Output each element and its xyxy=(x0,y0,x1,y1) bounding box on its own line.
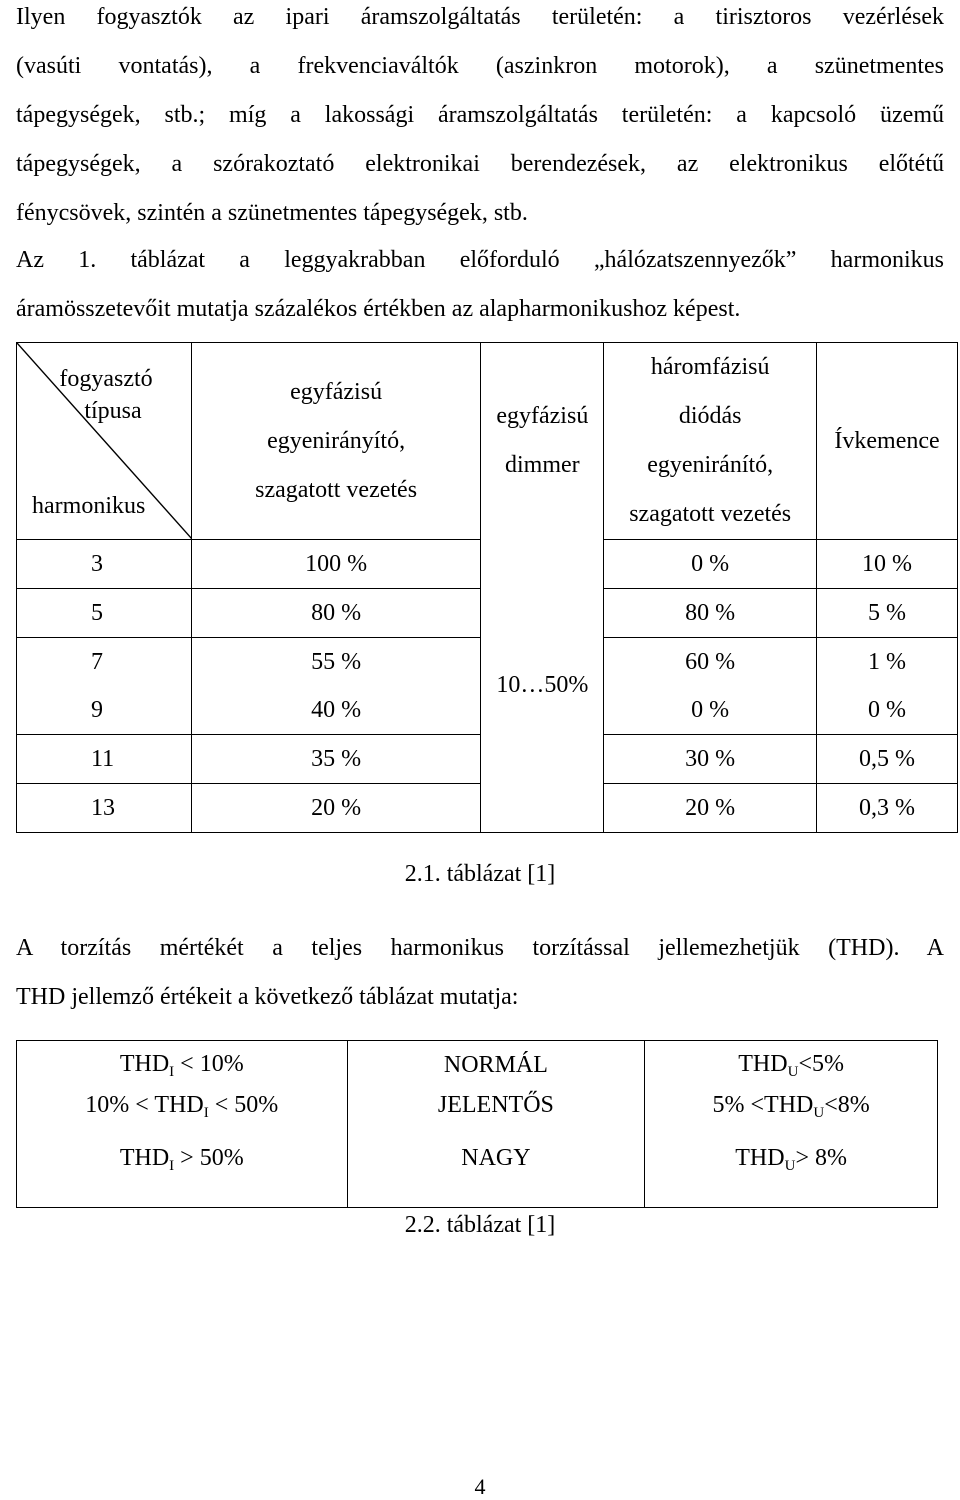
table-intro-paragraph xyxy=(16,236,944,334)
thd-paragraph xyxy=(16,924,944,1022)
three-phase-value: 20 % xyxy=(604,784,817,833)
rectifier-value: 55 % xyxy=(191,638,481,687)
header-line: diódás xyxy=(678,403,742,429)
table-header-row xyxy=(17,343,958,540)
text-line: Az 1. táblázat a leggyakrabban előforduló „hálózatszennyezők” harmonikus xyxy=(16,247,944,273)
header-line: háromfázisú xyxy=(650,354,770,380)
header-line: szagatott vezetés xyxy=(629,501,792,527)
harmonic-order: 9 xyxy=(17,686,192,735)
text-line: Ilyen fogyasztók az ipari áramszolgáltatás területén: a tirisztoros vezérlések xyxy=(16,4,944,30)
rectifier-value: 35 % xyxy=(191,735,481,784)
thd-table xyxy=(16,1040,938,1208)
three-phase-value: 60 % xyxy=(604,638,817,687)
header-line: szagatott vezetés xyxy=(255,476,418,503)
rectifier-value: 80 % xyxy=(191,589,481,638)
header-single-phase-dimmer xyxy=(481,343,604,540)
thd-voltage-range: $THD_U> 8\%$ xyxy=(645,1141,938,1208)
text-line: tápegységek, a szórakoztató elektronikai berendezések, az elektronikus előtétű xyxy=(16,151,944,177)
table-caption-2: 2.2. táblázat [1] xyxy=(404,1212,556,1238)
header-line: egyfázisú xyxy=(290,378,383,405)
intro-paragraph xyxy=(16,0,944,238)
table-row xyxy=(17,540,958,589)
three-phase-value: 80 % xyxy=(604,589,817,638)
table-caption-1: 2.1. táblázat [1] xyxy=(404,861,556,887)
text-line: (vasúti vontatás), a frekvenciaváltók (aszinkron motorok), a szünetmentes xyxy=(16,53,944,79)
thd-level: JELENTŐS xyxy=(347,1090,645,1141)
header-arc-furnace: Ívkemence xyxy=(817,343,958,540)
three-phase-value: 0 % xyxy=(604,686,817,735)
header-line: dimmer xyxy=(505,452,580,479)
thd-level: NAGY xyxy=(347,1141,645,1208)
arc-furnace-value: 0,3 % xyxy=(817,784,958,833)
harmonics-table xyxy=(16,342,958,833)
header-line: egyeniránító, xyxy=(647,452,774,478)
harmonic-order: 13 xyxy=(17,784,192,833)
rectifier-value: 20 % xyxy=(191,784,481,833)
text-line: áramösszetevőit mutatja százalékos értékben az alapharmonikushoz képest. xyxy=(16,296,741,322)
table-row xyxy=(17,1090,938,1141)
harmonic-order: 5 xyxy=(17,589,192,638)
harmonic-order: 7 xyxy=(17,638,192,687)
thd-current-range: $10\% < THD_I < 50\%$ xyxy=(17,1090,348,1141)
three-phase-value: 0 % xyxy=(604,540,817,589)
thd-current-range: $THD_I < 10\%$ xyxy=(17,1041,348,1091)
table-row xyxy=(17,1141,938,1208)
header-line: egyenirányító, xyxy=(267,427,406,454)
header-line: egyfázisú xyxy=(496,403,589,430)
arc-furnace-value: 0,5 % xyxy=(817,735,958,784)
corner-label-harmonic: harmonikus xyxy=(32,493,146,519)
text-line: fénycsövek, szintén a szünetmentes tápegységek, stb. xyxy=(16,200,528,226)
corner-header-cell xyxy=(17,343,192,540)
thd-voltage-range: $THD_U<5\%$ xyxy=(645,1041,938,1091)
corner-label-consumer: fogyasztó xyxy=(59,366,153,392)
harmonic-order: 11 xyxy=(17,735,192,784)
thd-level: NORMÁL xyxy=(347,1041,645,1091)
text-line: A torzítás mértékét a teljes harmonikus torzítással jellemezhetjük (THD). A xyxy=(16,935,944,961)
thd-current-range: $THD_I > 50\%$ xyxy=(17,1141,348,1208)
header-single-phase-rectifier xyxy=(191,343,481,540)
page-number: 4 xyxy=(474,1474,486,1499)
harmonic-order: 3 xyxy=(17,540,192,589)
three-phase-value: 30 % xyxy=(604,735,817,784)
arc-furnace-value: 5 % xyxy=(817,589,958,638)
arc-furnace-value: 1 % xyxy=(817,638,958,687)
rectifier-value: 40 % xyxy=(191,686,481,735)
dimmer-value: 10…50% xyxy=(481,540,604,833)
thd-voltage-range: $5\% <THD_U<8\%$ xyxy=(645,1090,938,1141)
corner-label-type: típusa xyxy=(84,398,142,424)
rectifier-value: 100 % xyxy=(191,540,481,589)
text-line: tápegységek, stb.; míg a lakossági áramszolgáltatás területén: a kapcsoló üzemű xyxy=(16,102,944,128)
arc-furnace-value: 0 % xyxy=(817,686,958,735)
arc-furnace-value: 10 % xyxy=(817,540,958,589)
text-line: THD jellemző értékeit a következő táblázat mutatja: xyxy=(16,984,519,1010)
table-row xyxy=(17,1041,938,1091)
header-three-phase-rectifier xyxy=(604,343,817,540)
